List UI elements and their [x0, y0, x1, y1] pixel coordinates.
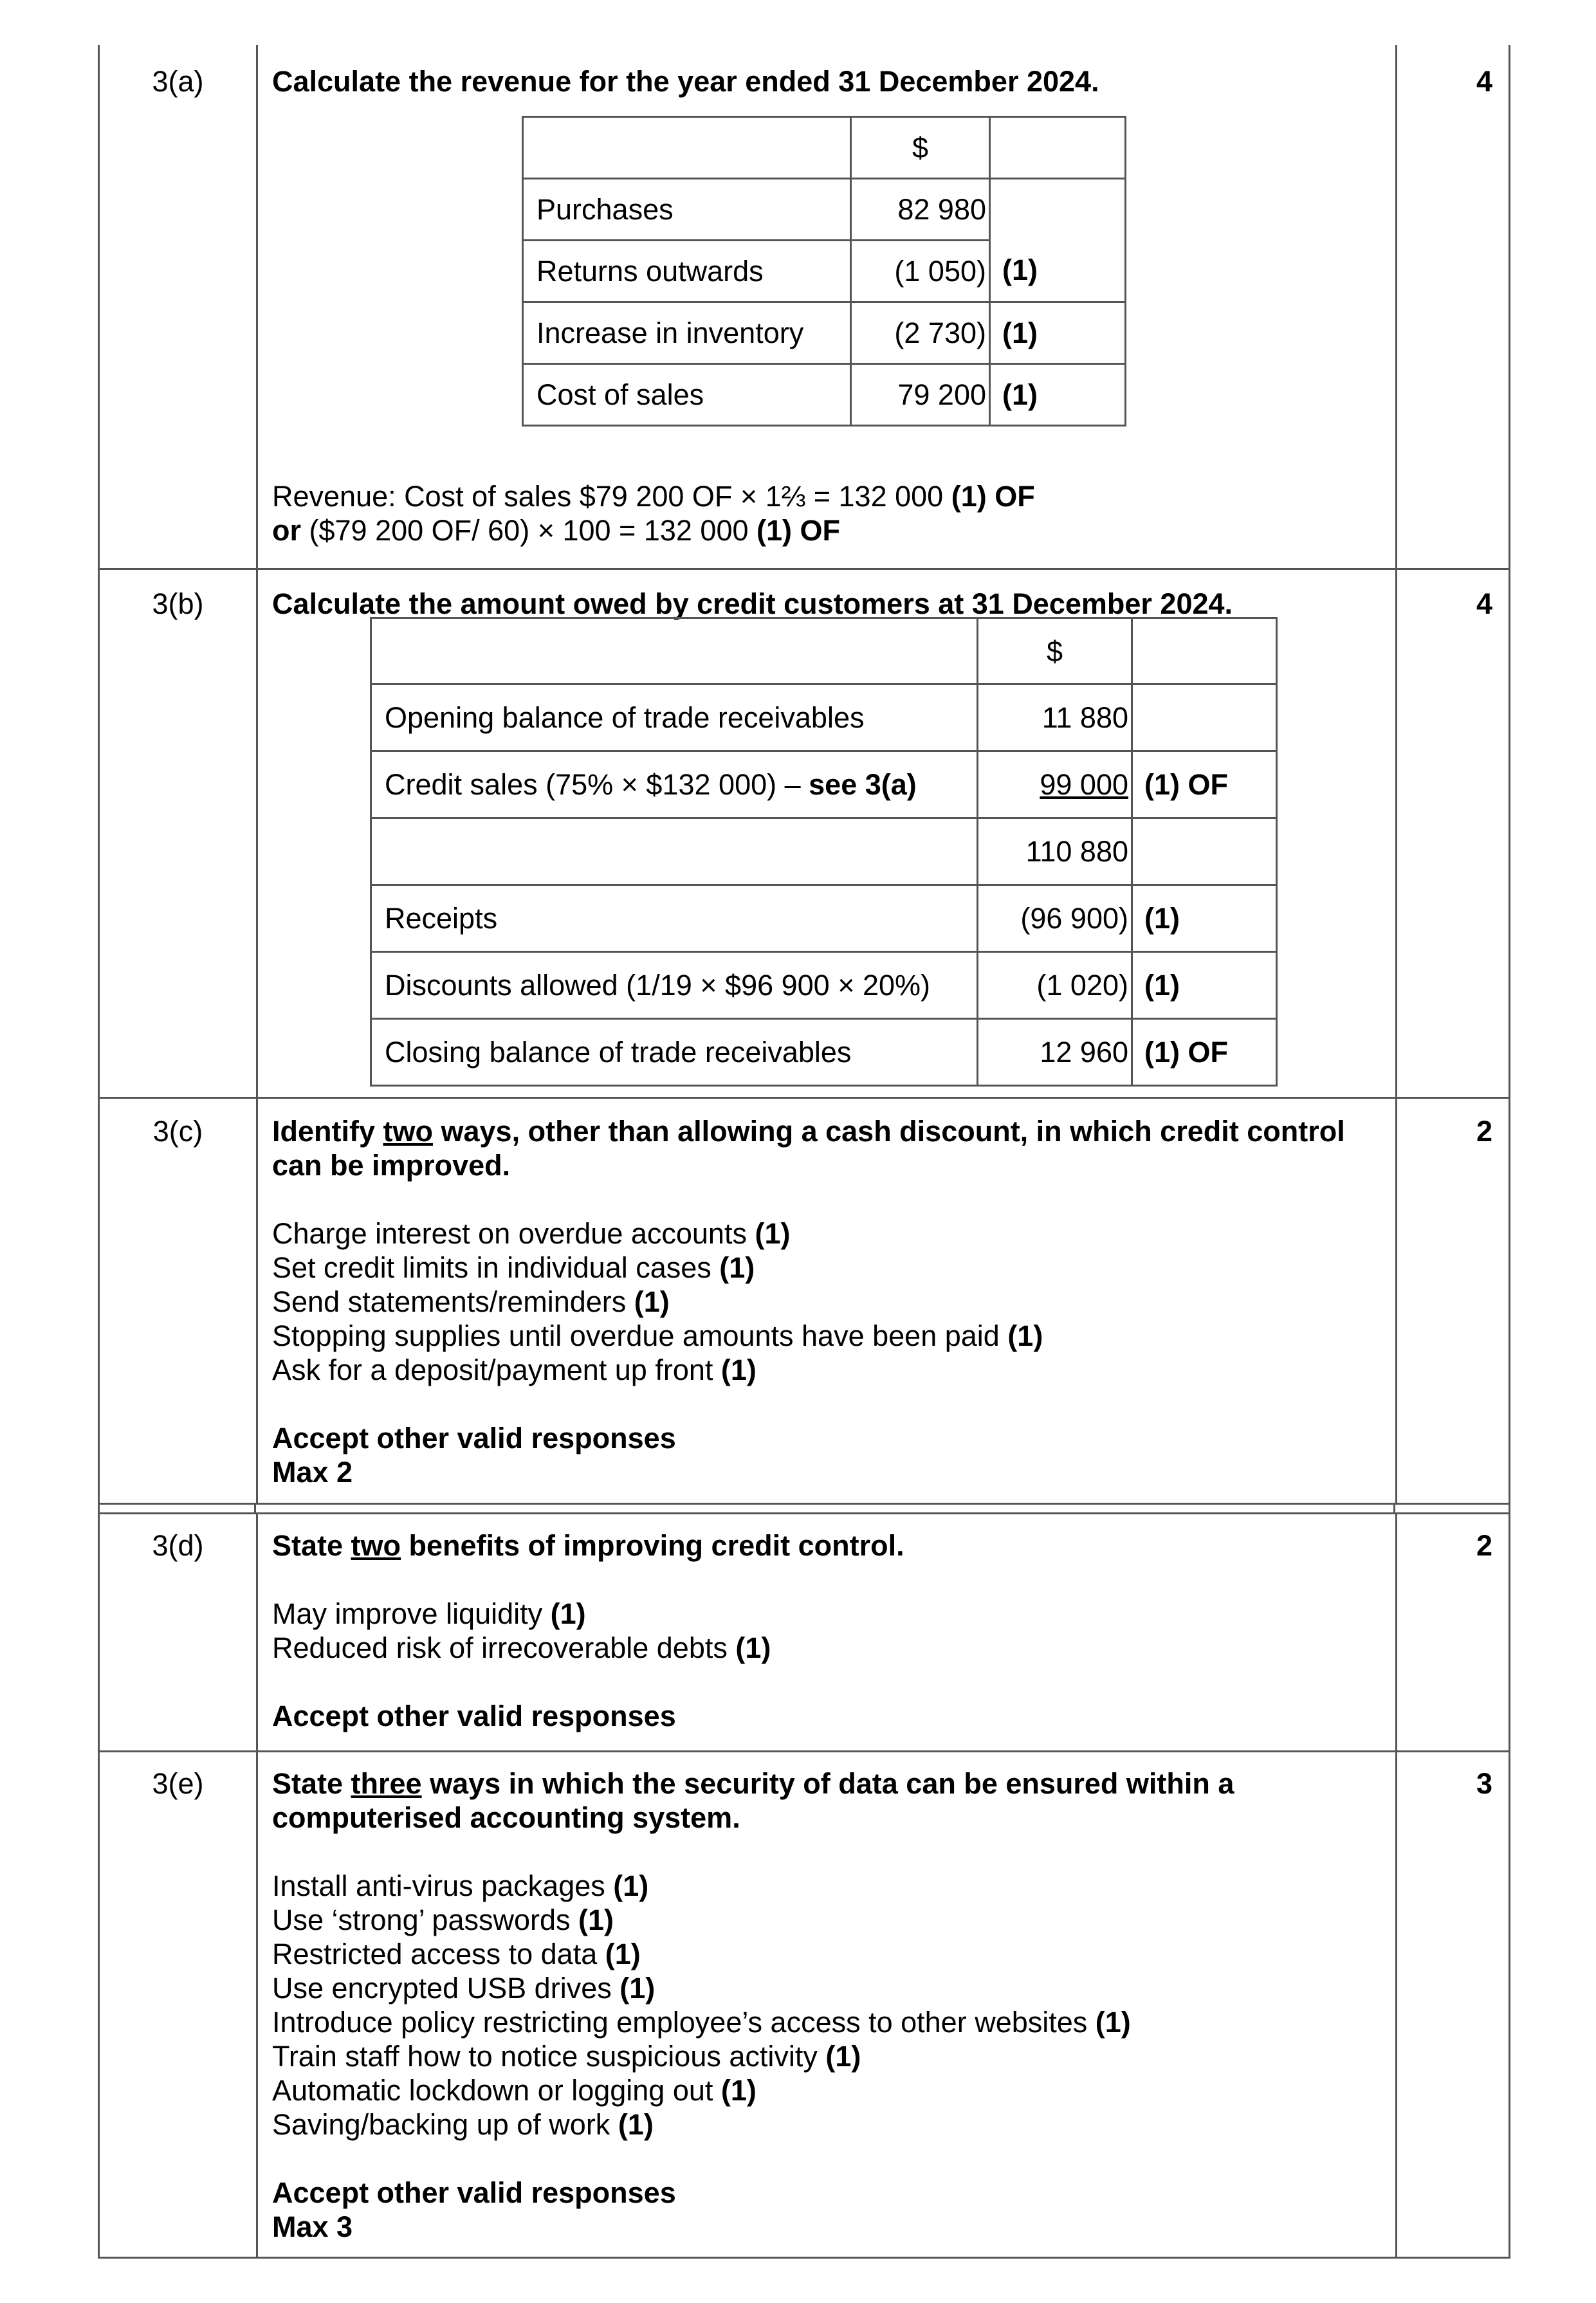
answer-item: Stopping supplies until overdue amounts have been paid (1) — [272, 1319, 1043, 1352]
question-body — [272, 1528, 1379, 1733]
row-label: Increase in inventory — [523, 302, 851, 364]
emphasis-word: two — [351, 1529, 401, 1562]
column-divider — [1395, 1099, 1397, 1503]
question-marks: 2 — [1476, 1529, 1492, 1562]
row-amount: 12 960 — [978, 1019, 1132, 1086]
answer-item: Train staff how to notice suspicious activity (1) — [272, 2040, 861, 2073]
column-divider — [1393, 1503, 1395, 1514]
table-row — [371, 885, 1277, 952]
accept-note: Accept other valid responses — [272, 1700, 676, 1732]
question-number: 3(c) — [152, 1115, 203, 1148]
answer-item: Saving/backing up of work (1) — [272, 2108, 654, 2141]
row-label: Opening balance of trade receivables — [371, 684, 978, 751]
currency-header: $ — [851, 117, 990, 179]
answer-text: ($79 200 OF/ 60) × 100 = 132 000 — [301, 514, 757, 547]
column-divider — [254, 1503, 256, 1514]
accept-note: Accept other valid responses — [272, 2176, 676, 2209]
emphasis-word: three — [351, 1767, 422, 1800]
table-row — [371, 1019, 1277, 1086]
row-label: Discounts allowed (1/19 × $96 900 × 20%) — [371, 952, 978, 1019]
question-text: State three ways in which the security of data can be ensured within a computerised accounting system. — [272, 1767, 1234, 1834]
row-label: Closing balance of trade receivables — [371, 1019, 978, 1086]
answer-item: Automatic lockdown or logging out (1) — [272, 2074, 757, 2107]
answer-line — [272, 479, 1379, 513]
row-3b — [98, 568, 1510, 1099]
question-text: Calculate the revenue for the year ended 31 December 2024. — [272, 65, 1099, 98]
label-text: Credit sales (75% × $132 000) – — [385, 768, 809, 801]
answer-item: Reduced risk of irrecoverable debts (1) — [272, 1631, 771, 1664]
table-row — [371, 684, 1277, 751]
column-divider — [256, 45, 258, 568]
row-mark: (1) — [1132, 885, 1277, 952]
trade-receivables-table — [370, 617, 1278, 1087]
max-marks-note: Max 2 — [272, 1456, 353, 1489]
question-marks: 2 — [1476, 1115, 1492, 1148]
table-row — [523, 364, 1126, 426]
answer-item: Send statements/reminders (1) — [272, 1285, 670, 1318]
row-3c — [98, 1097, 1510, 1505]
row-label: Purchases — [523, 179, 851, 241]
row-amount: (1 050) — [851, 241, 990, 302]
question-text: Calculate the amount owed by credit customers at 31 December 2024. — [272, 587, 1233, 620]
underlined-amount: 99 000 — [1040, 768, 1128, 801]
answer-item: Use ‘strong’ passwords (1) — [272, 1904, 614, 1936]
row-label: Cost of sales — [523, 364, 851, 426]
row-3d — [98, 1512, 1510, 1752]
answer-mark: (1) OF — [757, 514, 841, 547]
question-body — [272, 1114, 1379, 1489]
row-mark: (1) OF — [1132, 1019, 1277, 1086]
column-divider — [256, 570, 258, 1097]
row-label: Receipts — [371, 885, 978, 952]
accept-note: Accept other valid responses — [272, 1422, 676, 1454]
question-number: 3(b) — [152, 587, 204, 620]
row-amount: (2 730) — [851, 302, 990, 364]
row-amount: (96 900) — [978, 885, 1132, 952]
table-cell — [371, 618, 978, 684]
cost-of-sales-table — [522, 116, 1126, 427]
row-mark — [1132, 684, 1277, 751]
column-divider — [1395, 45, 1397, 568]
question-marks: 4 — [1476, 65, 1492, 98]
column-divider — [256, 1099, 258, 1503]
max-marks-note: Max 3 — [272, 2210, 353, 2243]
answer-item: Set credit limits in individual cases (1) — [272, 1251, 755, 1284]
column-divider — [1395, 1752, 1397, 2257]
row-label: Returns outwards — [523, 241, 851, 302]
row-label — [371, 818, 978, 885]
question-marks: 3 — [1476, 1767, 1492, 1800]
column-divider — [256, 1752, 258, 2257]
row-mark — [1132, 818, 1277, 885]
row-amount: 82 980 — [851, 179, 990, 241]
table-cell — [1132, 618, 1277, 684]
table-row — [371, 818, 1277, 885]
answer-mark: (1) OF — [951, 480, 1035, 513]
question-number: 3(a) — [152, 65, 204, 98]
table-header-row — [371, 618, 1277, 684]
row-mark: (1) — [990, 364, 1126, 426]
row-label — [371, 751, 978, 818]
row-3a — [98, 45, 1510, 570]
table-header-row — [523, 117, 1126, 179]
row-amount: 79 200 — [851, 364, 990, 426]
row-3e — [98, 1750, 1510, 2259]
currency-header: $ — [978, 618, 1132, 684]
answer-item: Charge interest on overdue accounts (1) — [272, 1217, 791, 1250]
question-number: 3(d) — [152, 1529, 204, 1562]
answer-text: Revenue: Cost of sales $79 200 OF × 1⅔ = 132 000 — [272, 480, 951, 513]
column-divider — [256, 1514, 258, 1750]
row-mark: (1) — [990, 179, 1126, 302]
answer-item: Introduce policy restricting employee’s access to other websites (1) — [272, 2006, 1131, 2039]
or-label: or — [272, 514, 301, 547]
row-mark: (1) — [1132, 952, 1277, 1019]
row-amount: 110 880 — [978, 818, 1132, 885]
table-row — [371, 751, 1277, 818]
answer-item: Restricted access to data (1) — [272, 1938, 641, 1970]
answer-item: Ask for a deposit/payment up front (1) — [272, 1353, 757, 1386]
row-amount — [978, 751, 1132, 818]
answer-lines — [272, 479, 1379, 547]
row-amount: (1 020) — [978, 952, 1132, 1019]
table-row — [523, 179, 1126, 241]
question-text: Identify two ways, other than allowing a cash discount, in which credit control can be improved. — [272, 1115, 1345, 1182]
table-cell — [523, 117, 851, 179]
answer-item: Install anti-virus packages (1) — [272, 1869, 649, 1902]
row-separator — [98, 1503, 1510, 1514]
row-mark: (1) — [990, 302, 1126, 364]
answer-item: Use encrypted USB drives (1) — [272, 1972, 656, 2005]
question-body — [272, 1766, 1379, 2244]
column-divider — [1395, 570, 1397, 1097]
table-row — [371, 952, 1277, 1019]
question-number: 3(e) — [152, 1767, 204, 1800]
table-row — [523, 302, 1126, 364]
answer-line — [272, 513, 1379, 547]
row-amount: 11 880 — [978, 684, 1132, 751]
label-reference: see 3(a) — [809, 768, 917, 801]
table-cell — [990, 117, 1126, 179]
row-mark: (1) OF — [1132, 751, 1277, 818]
question-text: State two benefits of improving credit control. — [272, 1529, 904, 1562]
emphasis-word: two — [383, 1115, 433, 1148]
answer-item: May improve liquidity (1) — [272, 1597, 586, 1630]
question-marks: 4 — [1476, 587, 1492, 620]
